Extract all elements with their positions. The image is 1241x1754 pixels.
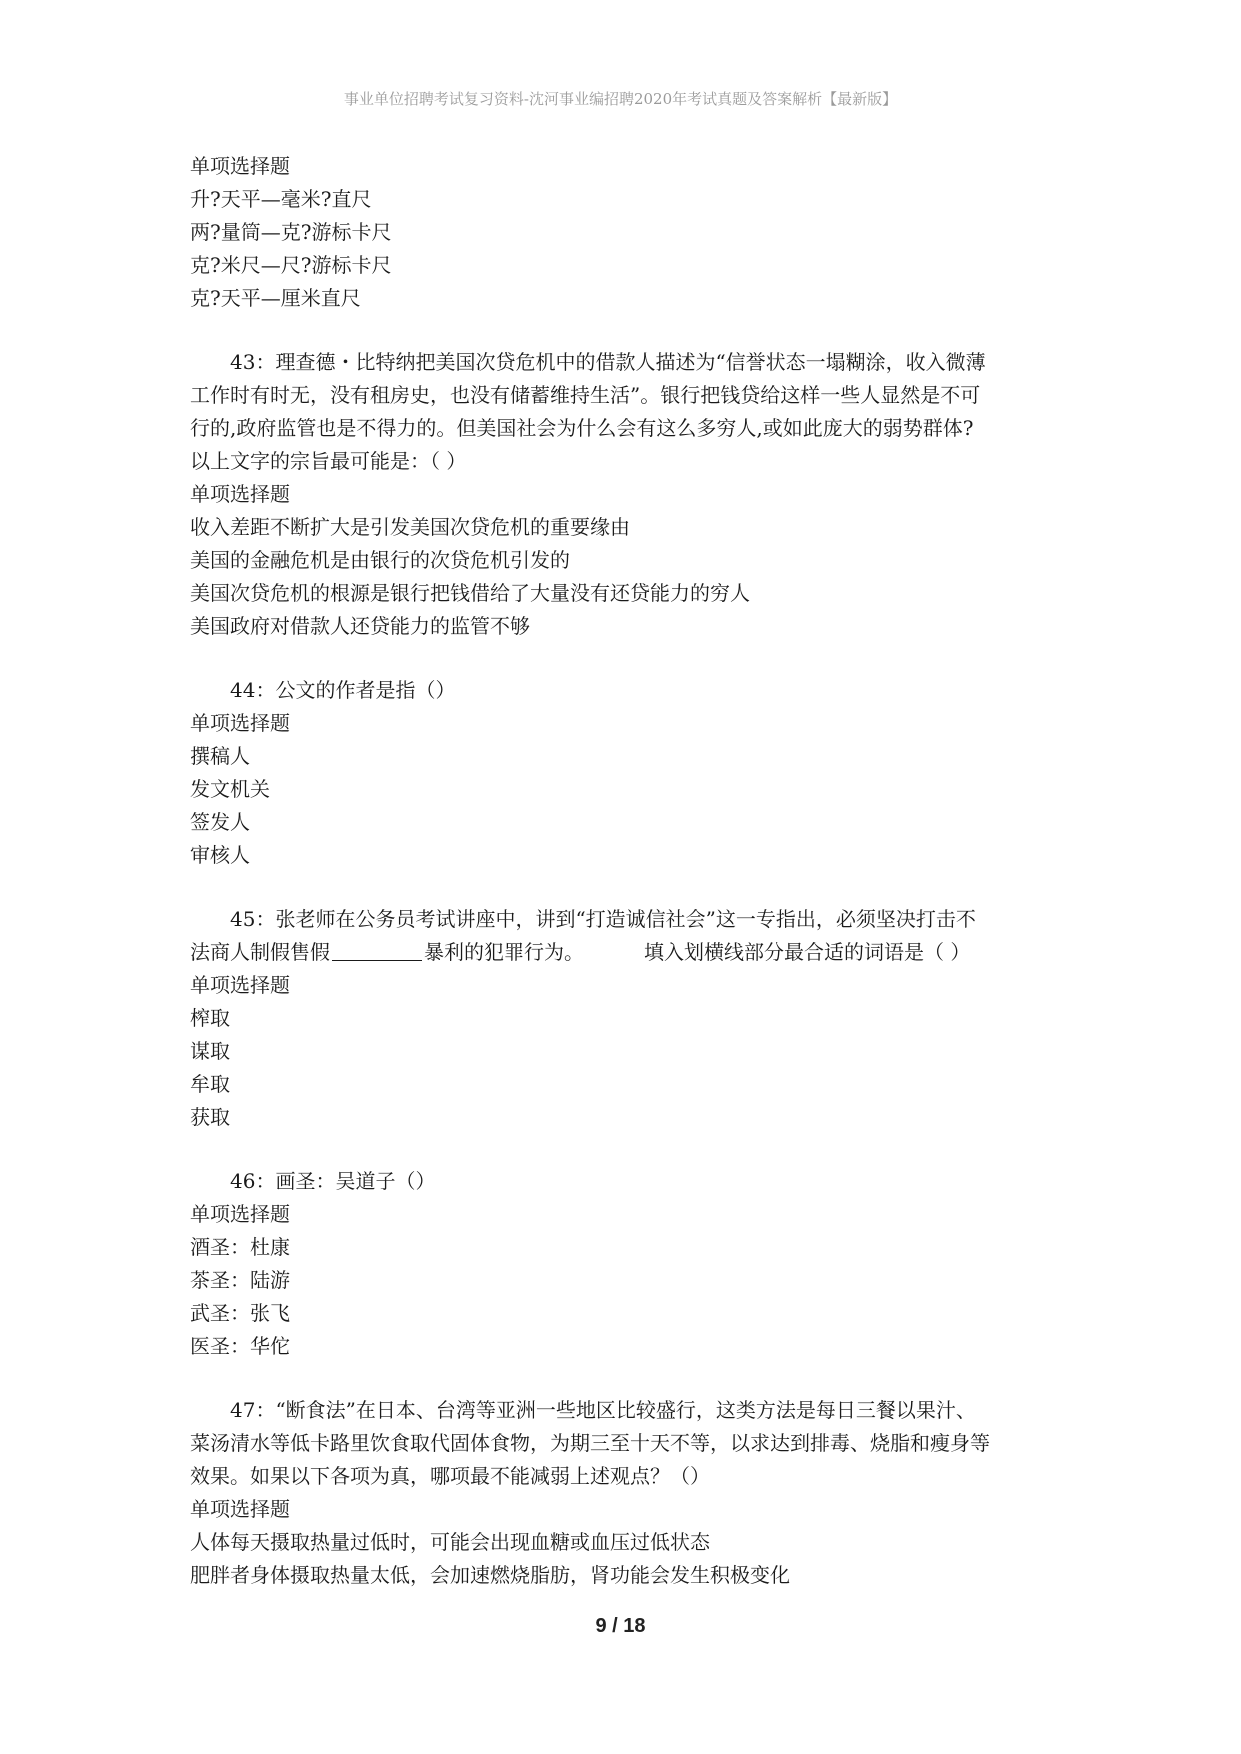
question-45 xyxy=(190,903,1070,1134)
option-b: 发文机关 xyxy=(190,777,270,801)
option-c: 牟取 xyxy=(190,1072,230,1096)
question-type-label: 单项选择题 xyxy=(190,154,290,178)
option-c: 美国次贷危机的根源是银行把钱借给了大量没有还贷能力的穷人 xyxy=(190,581,750,605)
option-a: 酒圣：杜康 xyxy=(190,1235,290,1259)
question-stem-line: 效果。如果以下各项为真，哪项最不能减弱上述观点？（） xyxy=(190,1464,710,1488)
question-stem-line xyxy=(190,936,1070,969)
fill-in-blank xyxy=(332,940,422,961)
fill-instruction: 填入划横线部分最合适的词语是（ ） xyxy=(644,940,971,964)
question-type-label: 单项选择题 xyxy=(190,482,290,506)
question-stem: 46：画圣：吴道子（） xyxy=(230,1169,436,1193)
stem-text-before-blank: 法商人制假售假 xyxy=(190,940,330,964)
question-stem: 44：公文的作者是指（） xyxy=(230,678,456,702)
option-d: 医圣：华佗 xyxy=(190,1334,290,1358)
option-a: 榨取 xyxy=(190,1006,230,1030)
option-d: 克?天平—厘米直尺 xyxy=(190,286,361,310)
option-c: 武圣：张飞 xyxy=(190,1301,290,1325)
question-43 xyxy=(190,346,1070,643)
question-type-label: 单项选择题 xyxy=(190,973,290,997)
option-a: 撰稿人 xyxy=(190,744,250,768)
page-header: 事业单位招聘考试复习资料-沈河事业编招聘2020年考试真题及答案解析【最新版】 xyxy=(343,90,898,108)
question-46 xyxy=(190,1165,1070,1363)
question-44 xyxy=(190,674,1070,872)
option-d: 美国政府对借款人还贷能力的监管不够 xyxy=(190,614,530,638)
option-a: 人体每天摄取热量过低时，可能会出现血糖或血压过低状态 xyxy=(190,1530,710,1554)
question-type-label: 单项选择题 xyxy=(190,711,290,735)
question-stem-line: 47：“断食法”在日本、台湾等亚洲一些地区比较盛行，这类方法是每日三餐以果汁、 xyxy=(230,1398,976,1422)
option-b: 美国的金融危机是由银行的次贷危机引发的 xyxy=(190,548,570,572)
question-type-label: 单项选择题 xyxy=(190,1202,290,1226)
option-c: 克?米尺—尺?游标卡尺 xyxy=(190,253,392,277)
stem-text-after-blank: 暴利的犯罪行为。 xyxy=(424,940,584,964)
option-a: 收入差距不断扩大是引发美国次贷危机的重要缘由 xyxy=(190,515,630,539)
option-b: 茶圣：陆游 xyxy=(190,1268,290,1292)
option-b: 谋取 xyxy=(190,1039,230,1063)
option-b: 两?量筒—克?游标卡尺 xyxy=(190,220,392,244)
question-47 xyxy=(190,1394,1070,1592)
question-stem-line: 工作时有时无，没有租房史，也没有储蓄维持生活”。银行把钱贷给这样一些人显然是不可 xyxy=(190,383,981,407)
question-42-tail xyxy=(190,150,1070,315)
option-d: 获取 xyxy=(190,1105,230,1129)
question-stem-line: 菜汤清水等低卡路里饮食取代固体食物，为期三至十天不等，以求达到排毒、烧脂和瘦身等 xyxy=(190,1431,990,1455)
question-stem-line: 以上文字的宗旨最可能是：（ ） xyxy=(190,449,467,473)
option-a: 升?天平—毫米?直尺 xyxy=(190,187,372,211)
option-c: 签发人 xyxy=(190,810,250,834)
question-stem-line: 43：理查德・比特纳把美国次贷危机中的借款人描述为“信誉状态一塌糊涂，收入微薄 xyxy=(230,350,986,374)
option-d: 审核人 xyxy=(190,843,250,867)
page-number: 9 / 18 xyxy=(595,1615,646,1637)
option-b: 肥胖者身体摄取热量太低，会加速燃烧脂肪，肾功能会发生积极变化 xyxy=(190,1563,790,1587)
question-stem-line: 行的,政府监管也是不得力的。但美国社会为什么会有这么多穷人,或如此庞大的弱势群体? xyxy=(190,416,974,440)
document-body xyxy=(190,150,1070,1592)
question-type-label: 单项选择题 xyxy=(190,1497,290,1521)
question-stem-line: 45：张老师在公务员考试讲座中，讲到“打造诚信社会”这一专指出，必须坚决打击不 xyxy=(230,907,976,931)
